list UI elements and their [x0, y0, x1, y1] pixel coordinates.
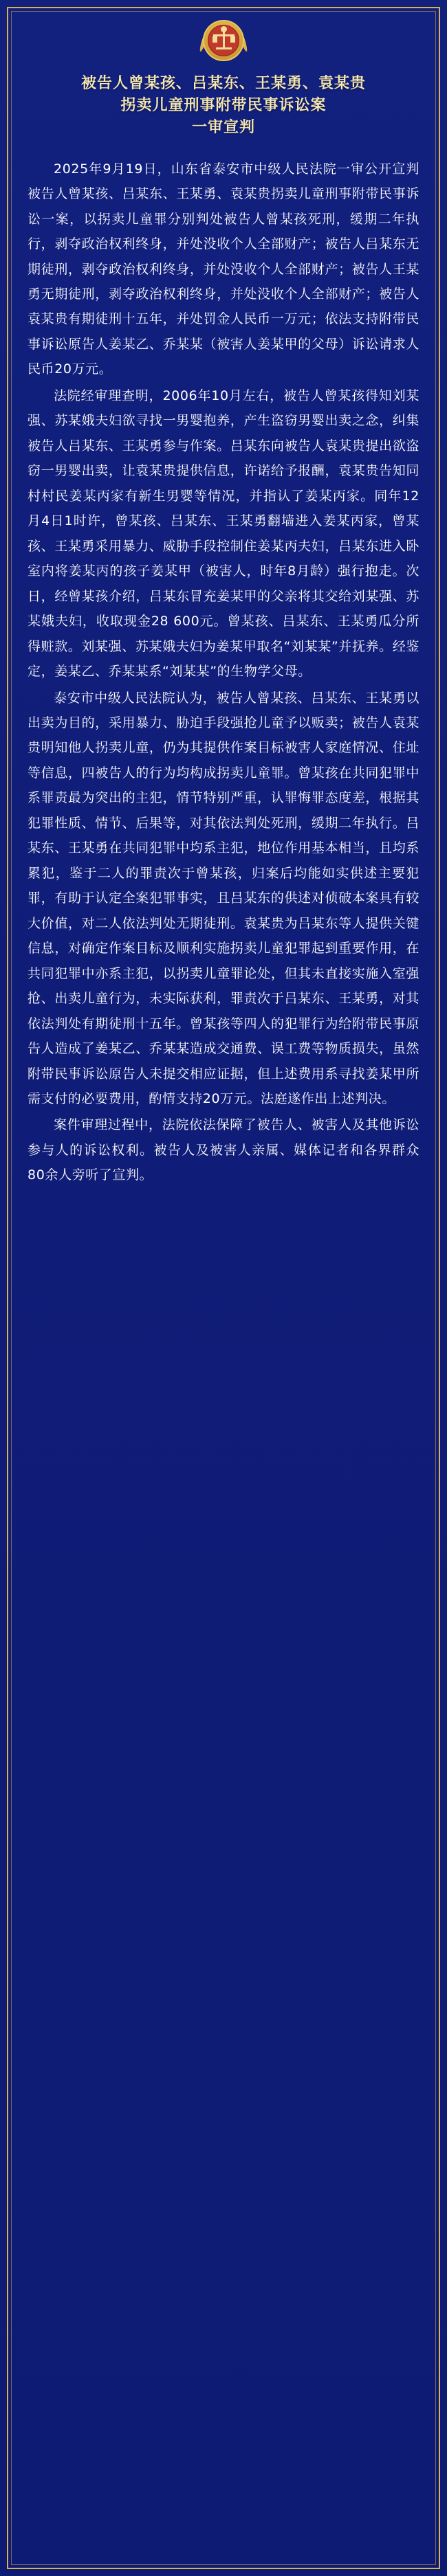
- emblem-container: [0, 0, 447, 63]
- document-body: [28, 157, 419, 1188]
- court-emblem-icon: [201, 18, 246, 63]
- page-title: [23, 73, 424, 139]
- scales-of-justice-icon: [212, 29, 235, 52]
- paragraph-court-reasoning: 泰安市中级人民法院认为，被告人曾某孩、吕某东、王某勇以出卖为目的，采用暴力、胁迫手段强抢儿童予以贩卖；被告人袁某贵明知他人拐卖儿童，仍为其提供作案目标被害人家庭情况、住址等信息，四被告人的行为均构成拐卖儿童罪。曾某孩在共同犯罪中系罪责最为突出的主犯，情节特别严重，认罪悔罪态度差，根据其犯罪性质、情节、后果等，对其依法判处死刑，缓期二年执行。吕某东、王某勇在共同犯罪中均系主犯，地位作用基本相当，且均系累犯，鉴于二人的罪责次于曾某孩，归案后均能如实供述主要犯罪，有助于认定全案犯罪事实，且吕某东的供述对侦破本案具有较大价值，对二人依法判处无期徒刑。袁某贵为吕某东等人提供关键信息，对确定作案目标及顺利实施拐卖儿童犯罪起到重要作用，在共同犯罪中亦系主犯，以拐卖儿童罪论处，但其未直接实施入室强抢、出卖儿童行为，未实际获利，罪责次于吕某东、王某勇，对其依法判处有期徒刑十五年。曾某孩等四人的犯罪行为给附带民事原告人造成了姜某乙、乔某某造成交通费、误工费等物质损失，虽然附带民事诉讼原告人未提交相应证据，但上述费用系寻找姜某甲所需支付的必要费用，酌情支持20万元。法庭遂作出上述判决。: [28, 690, 419, 1107]
- scale-base: [216, 47, 232, 49]
- paragraph-trial-process: 案件审理过程中，法院依法保障了被告人、被害人及其他诉讼参与人的诉讼权利。被告人及被害人亲属、媒体记者和各界群众80余人旁听了宣判。: [28, 1117, 419, 1183]
- page-title-line-2: 拐卖儿童刑事附带民事诉讼案: [120, 96, 327, 114]
- paragraph-verdict-summary: 2025年9月19日，山东省泰安市中级人民法院一审公开宣判被告人曾某孩、吕某东、王某勇、袁某贵拐卖儿童刑事附带民事诉讼一案，以拐卖儿童罪分别判处被告人曾某孩死刑，缓期二年执行，剥夺政治权利终身，并处没收个人全部财产；被告人吕某东无期徒刑，剥夺政治权利终身，并处没收个人全部财产；被告人王某勇无期徒刑，剥夺政治权利终身，并处没收个人全部财产；被告人袁某贵有期徒刑十五年，并处罚金人民币一万元；依法支持附带民事诉讼原告人姜某乙、乔某某（被害人姜某甲的父母）诉讼请求人民币20万元。: [28, 161, 419, 377]
- page-title-line-1: 被告人曾某孩、吕某东、王某勇、袁某贵: [80, 75, 366, 92]
- scale-post: [223, 29, 225, 49]
- scale-pan-left: [212, 36, 217, 43]
- page-title-line-3: 一审宣判: [191, 118, 255, 136]
- paragraph-facts-found: 法院经审理查明，2006年10月左右，被告人曾某孩得知刘某强、苏某娥夫妇欲寻找一男婴抱养，产生盗窃男婴出卖之念，纠集被告人吕某东、王某勇参与作案。吕某东向被告人袁某贵提出欲盗窃一男婴出卖，让袁某贵提供信息，许诺给予报酬，袁某贵告知同村村民姜某丙家有新生男婴等情况，并指认了姜某丙家。同年12月4日1时许，曾某孩、吕某东、王某勇翻墙进入姜某丙家，曾某孩、王某勇采用暴力、威胁手段控制住姜某丙夫妇，吕某东进入卧室内将姜某丙的孩子姜某甲（被害人，时年8月龄）强行抱走。次日，经曾某孩介绍，吕某东冒充姜某甲的父亲将其交给刘某强、苏某娥夫妇，收取现金28 600元。曾某孩、吕某东、王某勇瓜分所得赃款。刘某强、苏某娥夫妇为姜某甲取名“刘某某”并抚养。经鉴定，姜某乙、乔某某系“刘某某”的生物学父母。: [28, 388, 419, 680]
- scale-pan-right: [230, 36, 235, 43]
